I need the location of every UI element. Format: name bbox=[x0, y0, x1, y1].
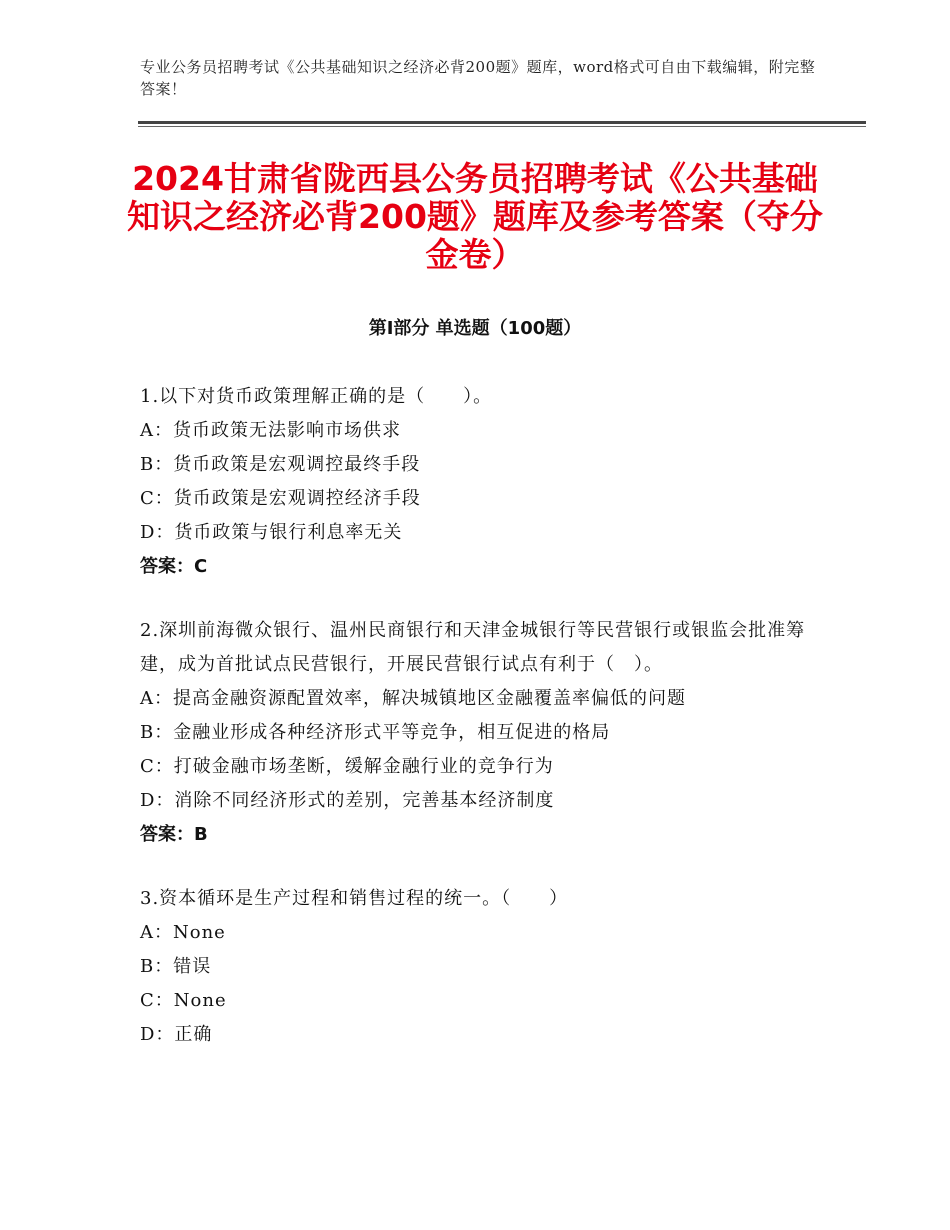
option-a: A：提高金融资源配置效率，解决城镇地区金融覆盖率偏低的问题 bbox=[140, 688, 686, 709]
section-title: 第Ⅰ部分 单选题（100题） bbox=[368, 318, 582, 339]
option-d: D：消除不同经济形式的差别，完善基本经济制度 bbox=[140, 790, 555, 811]
option-c: C：None bbox=[140, 990, 227, 1011]
option-b: B：金融业形成各种经济形式平等竞争，相互促进的格局 bbox=[140, 722, 611, 743]
option-b: B：错误 bbox=[140, 956, 212, 977]
option-a: A：货币政策无法影响市场供求 bbox=[140, 420, 401, 441]
question-2 bbox=[140, 614, 820, 852]
question-1 bbox=[140, 380, 820, 584]
option-b: B：货币政策是宏观调控最终手段 bbox=[140, 454, 421, 475]
header-note: 专业公务员招聘考试《公共基础知识之经济必背200题》题库，word格式可自由下载编辑，附完整答案！ bbox=[140, 58, 816, 98]
header-divider-thin bbox=[138, 126, 866, 127]
option-d: D：正确 bbox=[140, 1024, 213, 1045]
option-c: C：打破金融市场垄断，缓解金融行业的竞争行为 bbox=[140, 756, 554, 777]
question-3 bbox=[140, 882, 820, 1052]
option-d: D：货币政策与银行利息率无关 bbox=[140, 522, 403, 543]
answer-line: 答案：B bbox=[140, 824, 208, 845]
answer-line: 答案：C bbox=[140, 556, 208, 577]
question-stem: 1.以下对货币政策理解正确的是（ ）。 bbox=[140, 386, 493, 407]
document-title: 2024甘肃省陇西县公务员招聘考试《公共基础知识之经济必背200题》题库及参考答案（夺分金卷） bbox=[127, 159, 823, 274]
option-c: C：货币政策是宏观调控经济手段 bbox=[140, 488, 421, 509]
option-a: A：None bbox=[140, 922, 226, 943]
question-stem: 2.深圳前海微众银行、温州民商银行和天津金城银行等民营银行或银监会批准筹建，成为首批试点民营银行，开展民营银行试点有利于（ ）。 bbox=[140, 620, 806, 675]
question-list bbox=[140, 380, 820, 1082]
header-divider-thick bbox=[138, 121, 866, 124]
question-stem: 3.资本循环是生产过程和销售过程的统一。（ ） bbox=[140, 888, 569, 909]
